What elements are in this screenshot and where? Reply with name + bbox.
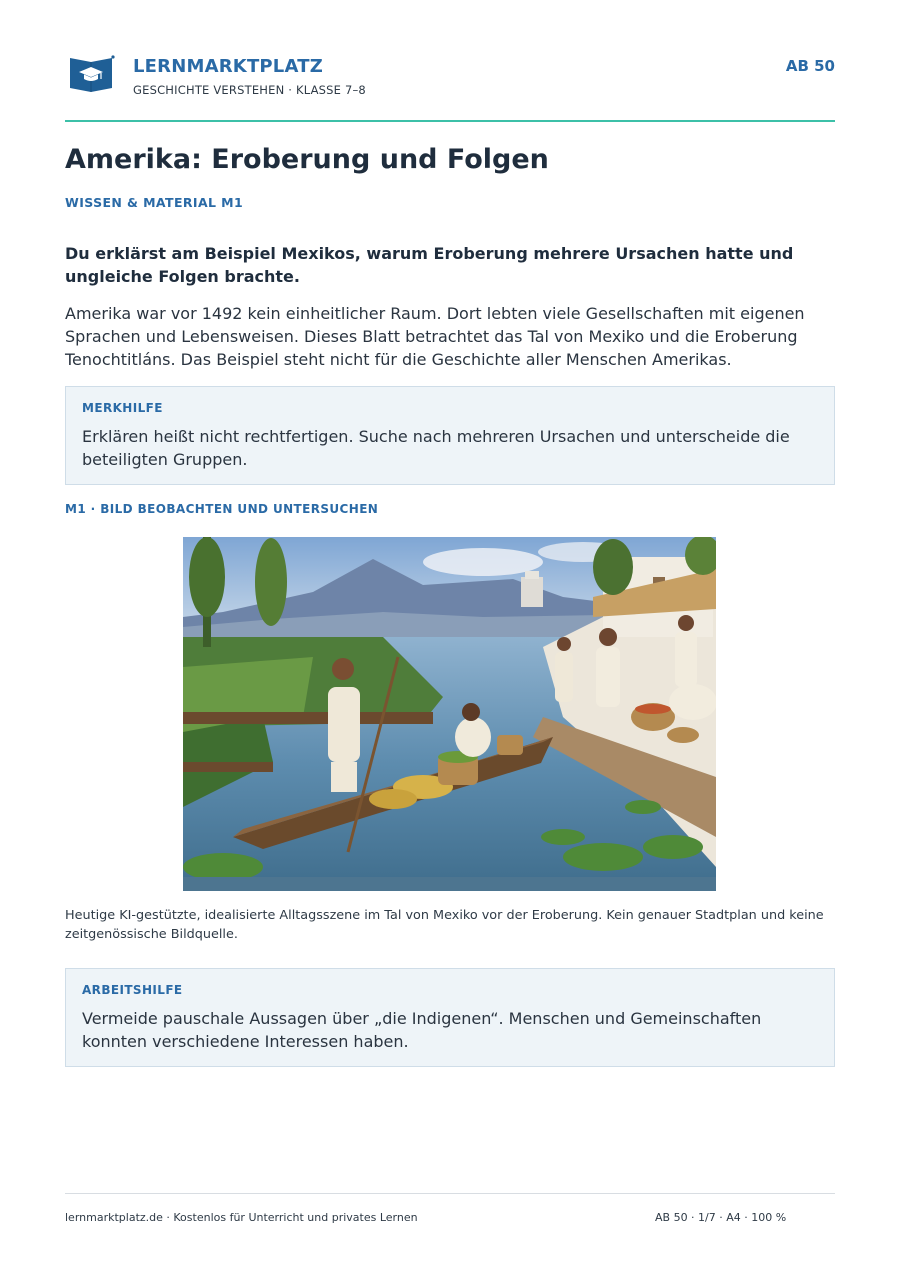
footer-source: lernmarktplatz.de · Kostenlos für Unterricht und privates Lernen xyxy=(65,1211,418,1224)
intro-text: Amerika war vor 1492 kein einheitlicher Raum. Dort lebten viele Gesellschaften mit eigenen Sprachen und Lebensweisen. Dieses Blatt betrachtet das Tal von Mexiko und die Eroberung Tenochtitláns. Das Beispiel steht nicht für die Geschichte aller Menschen Amerikas. xyxy=(65,304,805,369)
merkhilfe-text: Erklären heißt nicht rechtfertigen. Suche nach mehreren Ursachen und unterscheide die beteiligten Gruppen. xyxy=(82,427,790,469)
learning-goal: Du erklärst am Beispiel Mexikos, warum Eroberung mehrere Ursachen hatte und ungleiche Folgen brachte. xyxy=(65,244,794,286)
page-header xyxy=(65,52,835,102)
arbeitshilfe-text: Vermeide pauschale Aussagen über „die Indigenen“. Menschen und Gemeinschaften konnten verschiedene Interessen haben. xyxy=(82,1009,762,1051)
footer-page-info: AB 50 · 1/7 · A4 · 100 % xyxy=(655,1211,787,1224)
header-divider xyxy=(65,120,835,122)
m1-heading: M1 · BILD BEOBACHTEN UND UNTERSUCHEN xyxy=(65,502,379,516)
sheet-number: AB 50 xyxy=(785,57,835,75)
footer-divider xyxy=(65,1193,835,1194)
merkhilfe-box xyxy=(65,386,835,485)
brand-subtitle: GESCHICHTE VERSTEHEN · KLASSE 7–8 xyxy=(133,83,366,97)
graduation-cap-book-icon xyxy=(67,54,115,94)
brand-name: LERNMARKTPLATZ xyxy=(133,56,323,77)
arbeitshilfe-label: ARBEITSHILFE xyxy=(82,983,183,997)
arbeitshilfe-box xyxy=(65,968,835,1067)
merkhilfe-label: MERKHILFE xyxy=(82,401,163,415)
section-kicker: WISSEN & MATERIAL M1 xyxy=(65,195,244,210)
image-caption: Heutige KI-gestützte, idealisierte Alltagsszene im Tal von Mexiko vor der Eroberung. Kein genauer Stadtplan und keine zeitgenössische Bildquelle. xyxy=(65,908,824,942)
canal-scene-image xyxy=(183,537,716,891)
page-title: Amerika: Eroberung und Folgen xyxy=(65,144,549,175)
